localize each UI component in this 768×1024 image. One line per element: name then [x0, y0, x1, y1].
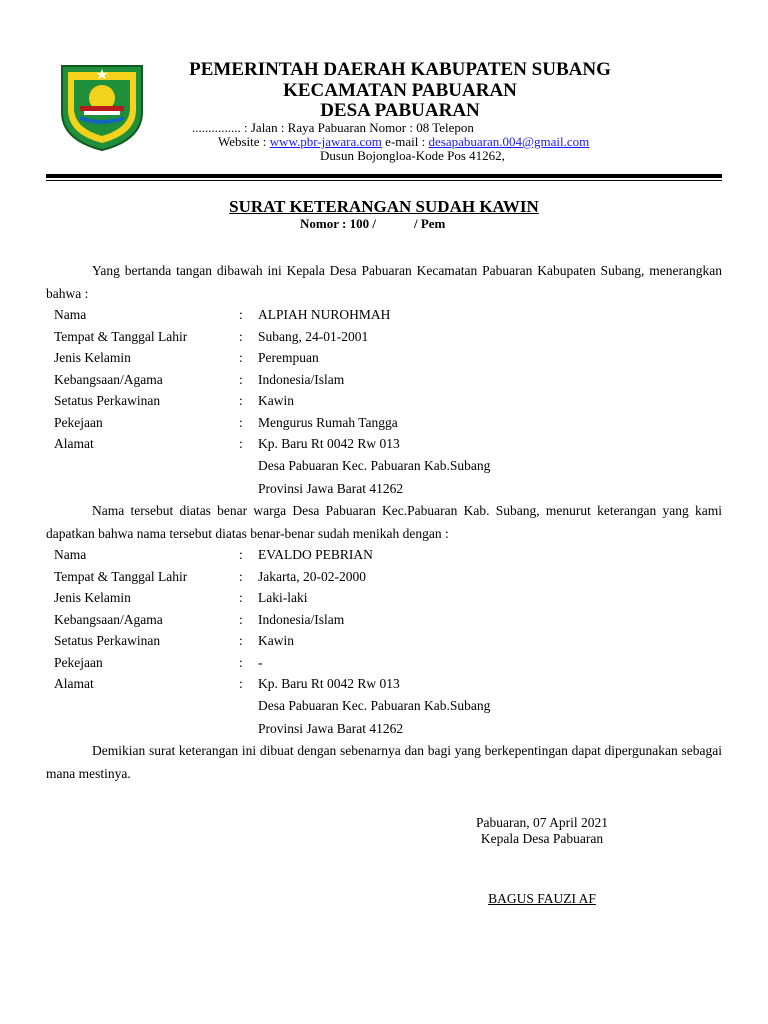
- document-number-right: / Pem: [413, 216, 446, 231]
- email-link[interactable]: desapabuaran.004@gmail.com: [428, 134, 590, 149]
- field-value: Laki-laki: [258, 590, 308, 605]
- field-value: Kp. Baru Rt 0042 Rw 013: [258, 436, 400, 451]
- field-label: Setatus Perkawinan: [54, 633, 161, 648]
- field-colon: :: [239, 611, 243, 627]
- document-number-left: Nomor : 100 /: [300, 216, 376, 231]
- field-label: Kebangsaan/Agama: [54, 611, 163, 627]
- field-value: Kp. Baru Rt 0042 Rw 013: [258, 676, 400, 691]
- field-value: Kawin: [258, 393, 294, 408]
- signature-position: Kepala Desa Pabuaran: [480, 831, 604, 846]
- field-value: EVALDO PEBRIAN: [258, 547, 373, 562]
- field-value: Indonesia/Islam: [258, 371, 345, 387]
- field-value: Desa Pabuaran Kec. Pabuaran Kab.Subang: [258, 698, 491, 713]
- opening-paragraph: Yang bertanda tangan dibawah ini Kepala Desa Pabuaran Kecamatan Pabuaran Kabupaten Subang, menerangkan bahwa :: [46, 263, 722, 301]
- field-value: Provinsi Jawa Barat 41262: [258, 481, 404, 496]
- email-label: e-mail :: [385, 134, 426, 149]
- field-colon: :: [239, 371, 243, 387]
- letterhead-government: PEMERINTAH DAERAH KABUPATEN SUBANG: [189, 59, 611, 80]
- letterhead-postal: Dusun Bojongloa-Kode Pos 41262,: [320, 148, 505, 163]
- field-colon: :: [239, 307, 243, 322]
- field-label: Tempat & Tanggal Lahir: [54, 328, 188, 344]
- subang-regency-emblem-icon: [56, 60, 148, 152]
- field-label: Pekejaan: [54, 414, 103, 430]
- field-value: Provinsi Jawa Barat 41262: [258, 721, 404, 736]
- field-value: Indonesia/Islam: [258, 611, 345, 627]
- document-title: SURAT KETERANGAN SUDAH KAWIN: [229, 197, 539, 216]
- signature-place-date: Pabuaran, 07 April 2021: [476, 815, 608, 830]
- field-value: Perempuan: [258, 350, 319, 365]
- field-value: Jakarta, 20-02-2000: [258, 568, 366, 584]
- closing-paragraph: Demikian surat keterangan ini dibuat dengan sebenarnya dan bagi yang berkepentingan dapat dipergunakan sebagai mana mestinya.: [46, 743, 722, 781]
- letterhead-district: KECAMATAN PABUARAN: [283, 80, 517, 101]
- field-label: Jenis Kelamin: [54, 350, 131, 365]
- field-label: Tempat & Tanggal Lahir: [54, 568, 188, 584]
- field-label: Nama: [54, 547, 87, 562]
- middle-paragraph: Nama tersebut diatas benar warga Desa Pabuaran Kec.Pabuaran Kab. Subang, menurut keterangan yang kami dapatkan bahwa nama tersebut diatas benar-benar sudah menikah dengan :: [46, 503, 722, 541]
- field-colon: :: [239, 414, 243, 430]
- letterhead-divider-thin: [46, 180, 722, 181]
- website-link[interactable]: www.pbr-jawara.com: [269, 134, 382, 149]
- field-label: Pekejaan: [54, 654, 103, 670]
- field-colon: :: [239, 676, 243, 691]
- field-value: Mengurus Rumah Tangga: [258, 414, 398, 430]
- field-value: -: [258, 654, 263, 670]
- field-colon: :: [239, 328, 243, 344]
- field-label: Alamat: [54, 436, 94, 451]
- signature-name: BAGUS FAUZI AF: [488, 891, 596, 906]
- field-label: Jenis Kelamin: [54, 590, 131, 605]
- letterhead-contact: [218, 134, 589, 149]
- field-label: Nama: [54, 307, 87, 322]
- field-colon: :: [239, 654, 243, 670]
- letterhead-divider-thick: [46, 174, 722, 178]
- field-colon: :: [239, 633, 243, 648]
- document-number: [300, 216, 445, 232]
- website-label: Website :: [218, 134, 267, 149]
- field-label: Kebangsaan/Agama: [54, 371, 163, 387]
- field-label: Alamat: [54, 676, 94, 691]
- field-value: ALPIAH NUROHMAH: [258, 307, 391, 322]
- field-colon: :: [239, 436, 243, 451]
- field-value: Kawin: [258, 633, 294, 648]
- field-value: Desa Pabuaran Kec. Pabuaran Kab.Subang: [258, 458, 491, 473]
- field-colon: :: [239, 568, 243, 584]
- letterhead-village: DESA PABUARAN: [320, 100, 480, 121]
- field-value: Subang, 24-01-2001: [258, 328, 369, 344]
- letterhead-address: ............... : Jalan : Raya Pabuaran Nomor : 08 Telepon: [192, 120, 474, 135]
- field-colon: :: [239, 547, 243, 562]
- field-label: Setatus Perkawinan: [54, 393, 161, 408]
- field-colon: :: [239, 590, 243, 605]
- field-colon: :: [239, 393, 243, 408]
- field-colon: :: [239, 350, 243, 365]
